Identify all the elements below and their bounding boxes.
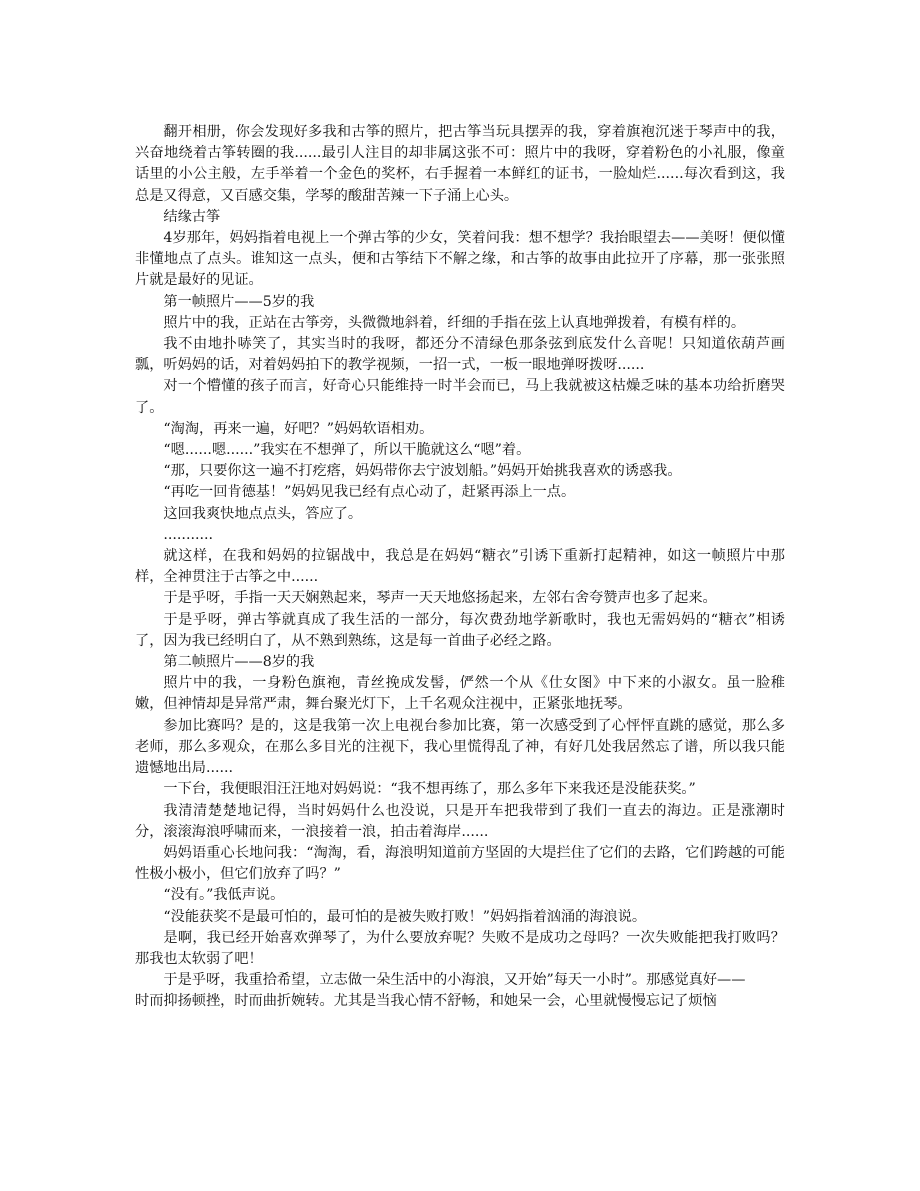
- paragraph: 是啊，我已经开始喜欢弹琴了，为什么要放弃呢？失败不是成功之母吗？一次失败能把我打败吗？那我也太软弱了吧！: [135, 929, 785, 967]
- dialogue-line: “淘淘，再来一遍，好吧？”妈妈软语相劝。: [163, 420, 434, 437]
- dialogue-line: 妈妈语重心长地问我：“淘淘，看，海浪明知道前方坚固的大堤拦住了它们的去路，它们跨越的可能性极小极小，但它们放弃了吗？”: [135, 844, 785, 883]
- paragraph: 照片中的我，正站在古筝旁，头微微地斜着，纤细的手指在弦上认真地弹拨着，有模有样的。: [163, 314, 746, 331]
- section-heading-photo-1: 第一帧照片——5岁的我: [163, 293, 315, 310]
- dialogue-line: “没能获奖不是最可怕的，最可怕的是被失败打败！”妈妈指着汹涌的海浪说。: [163, 908, 647, 925]
- paragraph: 我清清楚楚地记得，当时妈妈什么也没说，只是开车把我带到了我们一直去的海边。正是涨潮时分，滚滚海浪呼啸而来，一浪接着一浪，拍击着海岸......: [135, 802, 785, 840]
- dialogue-line: “没有。”我低声说。: [163, 887, 285, 904]
- paragraph: 于是乎呀，弹古筝就真成了我生活的一部分，每次费劲地学新歌时，我也无需妈妈的“糖衣”相诱了，因为我已经明白了，从不熟到熟练，这是每一首曲子必经之路。: [135, 611, 785, 649]
- paragraph: 于是乎呀，我重拾希望，立志做一朵生活中的小海浪，又开始”每天一小时”。那感觉真好——: [163, 972, 746, 989]
- paragraph: 这回我爽快地点点头，答应了。: [163, 505, 363, 522]
- dialogue-line: 一下台，我便眼泪汪汪地对妈妈说：“我不想再练了，那么多年下来我还是没能获奖。”: [163, 781, 696, 798]
- paragraph: 照片中的我，一身粉色旗袍，青丝挽成发髻，俨然一个从《仕女图》中下来的小淑女。虽一脸稚嫩，但神情却是异常严肃，舞台聚光灯下，上千名观众注视中，正紧张地抚琴。: [135, 675, 785, 713]
- dialogue-line: “那，只要你这一遍不打疙瘩，妈妈带你去宁波划船。”妈妈开始挑我喜欢的诱惑我。: [163, 463, 682, 480]
- paragraph: 参加比赛吗？是的，这是我第一次上电视台参加比赛，第一次感受到了心怦怦直跳的感觉，那么多老师，那么多观众，在那么多目光的注视下，我心里慌得乱了神，有好几处我居然忘了谱，所以我只能遗憾地出局......: [135, 717, 785, 777]
- section-heading-photo-2: 第二帧照片——8岁的我: [163, 654, 315, 671]
- section-heading-origin: 结缘古筝: [163, 208, 221, 225]
- dialogue-line: “嗯......嗯......”我实在不想弹了，所以干脆就这么“嗯”着。: [163, 442, 531, 459]
- paragraph-intro: 翻开相册，你会发现好多我和古筝的照片，把古筝当玩具摆弄的我，穿着旗袍沉迷于琴声中的我，兴奋地绕着古筝转圈的我......最引人注目的却非属这张不可：照片中的我呀，穿着粉色的小礼服，像童话里的小公主般，左手举着一个金色的奖杯，右手握着一本鲜红的证书，一脸灿烂......每次看到这，我总是又得意，又百感交集，学琴的酸甜苦辣一下子涌上心头。: [135, 124, 785, 204]
- paragraph-continued: 时而抑扬顿挫，时而曲折婉转。尤其是当我心情不舒畅，和她呆一会，心里就慢慢忘记了烦恼: [135, 993, 717, 1010]
- paragraph: 对一个懵懂的孩子而言，好奇心只能维持一时半会而已，马上我就被这枯燥乏味的基本功给折磨哭了。: [135, 378, 785, 416]
- document-body: [135, 122, 785, 1013]
- paragraph: 4岁那年，妈妈指着电视上一个弹古筝的少女，笑着问我：想不想学？我抬眼望去——美呀！便似懂非懂地点了点头。谁知这一点头，便和古筝结下不解之缘，和古筝的故事由此拉开了序幕，那一张张照片就是最好的见证。: [135, 230, 785, 289]
- paragraph: 于是乎呀，手指一天天娴熟起来，琴声一天天地悠扬起来，左邻右舍夸赞声也多了起来。: [163, 590, 717, 607]
- dialogue-line: “再吃一回肯德基！”妈妈见我已经有点心动了，赶紧再添上一点。: [163, 484, 576, 501]
- paragraph: 我不由地扑哧笑了，其实当时的我呀，都还分不清绿色那条弦到底发什么音呢！只知道依葫芦画瓢，听妈妈的话，对着妈妈拍下的教学视频，一招一式，一板一眼地弹呀拨呀......: [135, 336, 785, 374]
- ellipsis-line: ...........: [163, 526, 213, 543]
- paragraph: 就这样，在我和妈妈的拉锯战中，我总是在妈妈“糖衣”引诱下重新打起精神，如这一帧照片中那样，全神贯注于古筝之中......: [135, 548, 785, 586]
